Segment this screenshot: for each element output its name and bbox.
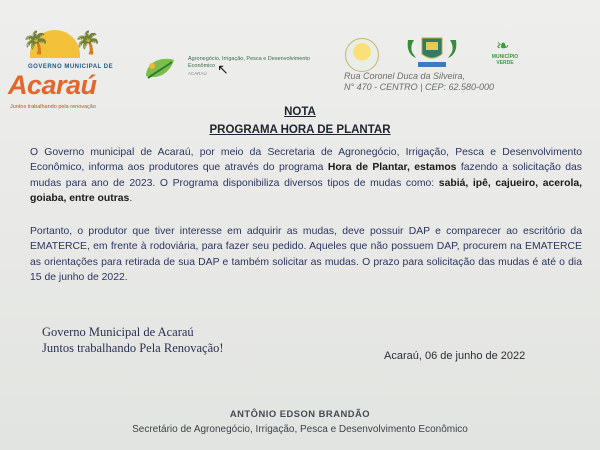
document-date: Acaraú, 06 de junho de 2022	[384, 350, 526, 362]
signer-name: ANTÔNIO EDSON BRANDÃO	[229, 408, 371, 419]
verde-label: MUNICÍPIO VERDE	[491, 54, 519, 66]
logo-small-text: GOVERNO MUNICIPAL DE	[28, 64, 114, 70]
coat-of-arms-icon	[404, 32, 460, 72]
palm-tree-icon: 🌴	[74, 30, 102, 55]
signer-role: Secretário de Agronegócio, Irrigação, Pesca e Desenvolvimento Econômico	[132, 424, 468, 435]
leaf-emblem-icon	[142, 54, 178, 84]
municipal-seal-icon	[345, 38, 379, 72]
logo-city-name: Acaraú	[8, 70, 97, 100]
mouse-cursor-icon: ↖	[217, 61, 229, 77]
secretaria-name: Agronegócio, Irrigação, Pesca e Desenvolvimento Econômico ACARAÚ	[188, 56, 310, 76]
paragraph-1: O Governo municipal de Acaraú, por meio da Secretaria de Agronegócio, Irrigação, Pesca e Desenvolvimento Econômico, informa aos produtores que através do programa Hora de Plantar, estamos fazendo a solicitação das mudas para ano de 2023. O Programa disponibiliza diversos tipos de mudas como: sabiá, ipê, cajueiro, acerola, goiaba, entre outras.	[30, 147, 582, 205]
logo-tagline: Juntos trabalhando pela renovação	[10, 104, 96, 110]
address	[344, 71, 494, 93]
leaf-icon: ❧	[496, 38, 510, 55]
palm-tree-icon: 🌴	[22, 30, 50, 55]
government-name: Governo Municipal de Acaraú	[42, 325, 194, 339]
letterhead	[0, 0, 600, 110]
paragraph-2: Portanto, o produtor que tiver interesse em adquirir as mudas, deve possuir DAP e comparecer ao escritório da EMATERCE, em frente à rodoviária, para fazer seu pedido. Aqueles que não possuem DAP, procurem na EMATERCE as orientações para retirada de sua DAP e também solicitar as mudas. O prazo para solicitação das mudas é até o dia 15 de junho de 2022.	[30, 226, 582, 284]
municipio-verde-logo	[484, 36, 526, 72]
address-line-1: Rua Coronel Duca da Silveira,	[344, 71, 466, 81]
government-slogan: Juntos trabalhando Pela Renovação!	[42, 341, 224, 355]
address-line-2: N° 470 - CENTRO | CEP: 62.580-000	[344, 82, 494, 92]
document-subheading: PROGRAMA HORA DE PLANTAR	[209, 124, 391, 136]
document-heading: NOTA	[284, 106, 316, 118]
acarau-logo	[4, 24, 122, 110]
